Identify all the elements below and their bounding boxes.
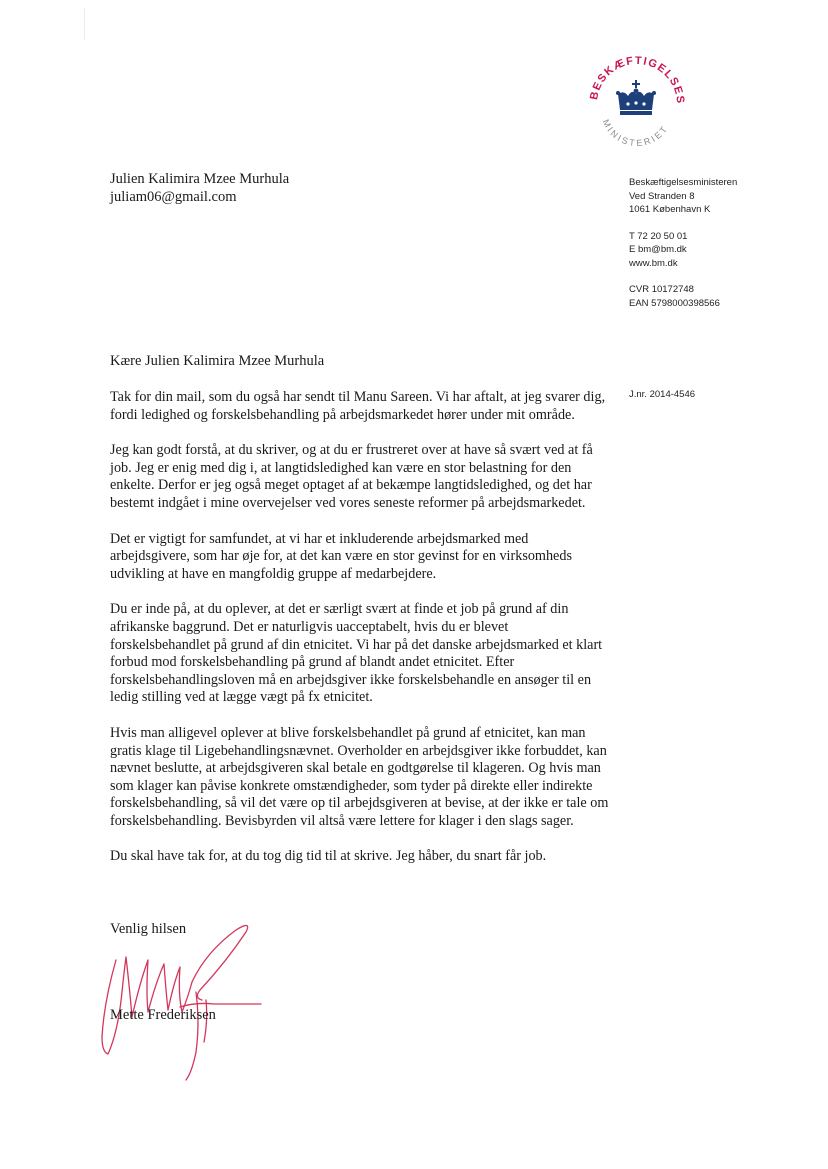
sender-email: E bm@bm.dk: [629, 244, 687, 255]
sender-org: Beskæftigelsesministeren: [629, 177, 738, 188]
sender-registry: [629, 283, 737, 310]
sender-address: [629, 176, 737, 217]
paragraph: Tak for din mail, som du også har sendt til Manu Sareen. Vi har aftalt, at jeg svarer dig, fordi ledighed og forskelsbehandling på arbejdsmarkedet hører under mit område.: [110, 389, 606, 423]
sender-web: www.bm.dk: [629, 257, 678, 269]
salutation: Kære Julien Kalimira Mzee Murhula: [110, 353, 325, 369]
recipient-block: [110, 170, 289, 206]
logo-ring-text-bottom: MINISTERIET: [600, 117, 671, 149]
closing: Venlig hilsen: [110, 921, 187, 937]
crown-icon: [616, 80, 656, 115]
ministry-logo: [583, 50, 691, 158]
recipient-name: Julien Kalimira Mzee Murhula: [110, 171, 290, 187]
recipient-email: juliam06@gmail.com: [110, 189, 237, 205]
sender-contact: [629, 230, 737, 271]
sender-phone: T 72 20 50 01: [629, 230, 688, 242]
letter-body: [110, 389, 610, 884]
signature-icon: [96, 912, 276, 1082]
signer-name: Mette Frederiksen: [110, 1007, 216, 1023]
sender-street: Ved Stranden 8: [629, 190, 695, 202]
sender-block: [629, 176, 737, 323]
sender-cvr: CVR 10172748: [629, 284, 694, 295]
journal-number: J.nr. 2014-4546: [629, 389, 696, 400]
sender-ean: EAN 5798000398566: [629, 297, 720, 309]
paragraph: Du skal have tak for, at du tog dig tid til at skrive. Jeg håber, du snart får job.: [110, 848, 547, 865]
paragraph: Du er inde på, at du oplever, at det er særligt svært at finde et job på grund af din afrikanske baggrund. Det er naturligvis uacceptabelt, hvis du er blevet forskelsbehandlet på grund af din etnicitet. Vi har på det danske arbejdsmarked et klart forbud mod forskelsbehandling på grund af blandt andet etnicitet. Efter forskelsbehandlingsloven må en arbejdsgiver ikke forskelsbehandle en ansøger til en ledig stilling ved at lægge vægt på fx etnicitet.: [110, 601, 603, 706]
paragraph: Hvis man alligevel oplever at blive forskelsbehandlet på grund af etnicitet, kan man gratis klage til Ligebehandlingsnævnet. Overholder en arbejdsgiver ikke forbuddet, kan nævnet beslutte, at arbejdsgiveren skal betale en godtgørelse til klageren. Og hvis man som klager kan påvise konkrete omstændigheder, som tyder på direkte eller indirekte forskelsbehandling, så vil det være op til arbejdsgiveren at bevise, at der ikke er tale om forskelsbehandling. Bevisbyrden vil altså være lettere for klager i den slags sager.: [110, 724, 609, 829]
sender-city: 1061 København K: [629, 204, 711, 215]
paragraph: Jeg kan godt forstå, at du skriver, og at du er frustreret over at have så svært ved at få job. Jeg er enig med dig i, at langtidsledighed kan være en stor belastning for den enkelte. Derfor er jeg også meget optaget af at bekæmpe langtidsledighed, og det har bestemt indgået i mine overvejelser ved vores seneste reformer på arbejdsmarkedet.: [110, 442, 593, 511]
logo-ring-text-top: BESKÆFTIGELSES: [588, 54, 687, 106]
scan-mark: [84, 8, 85, 40]
paragraph: Det er vigtigt for samfundet, at vi har et inkluderende arbejdsmarked med arbejdsgivere, som har øje for, at det kan være en stor gevinst for en virksomheds udvikling at have en mangfoldig gruppe af medarbejdere.: [110, 530, 572, 582]
